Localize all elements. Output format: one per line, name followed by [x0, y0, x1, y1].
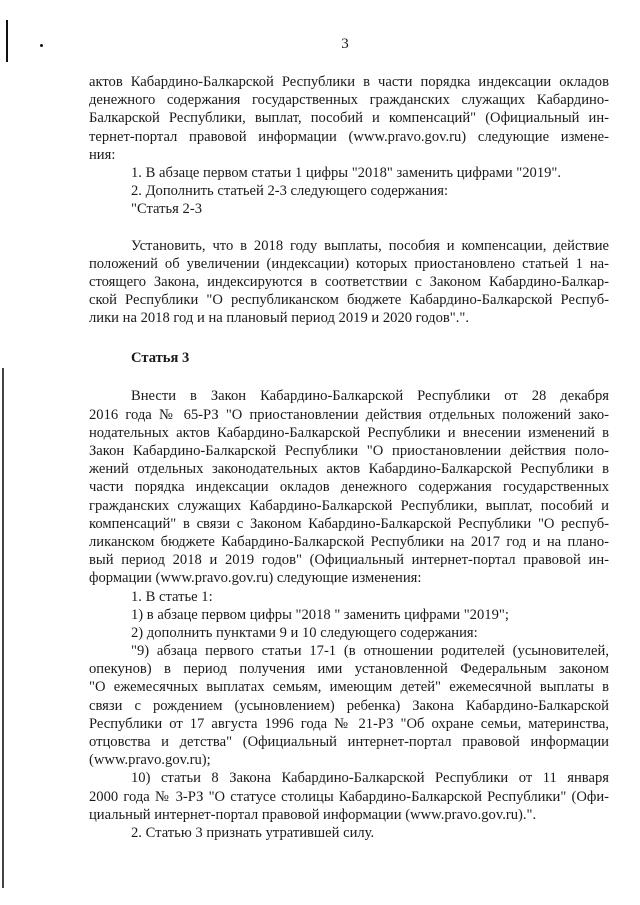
article-3-heading: Статья 3: [131, 350, 190, 367]
text-line: Установить, что в 2018 году выплаты, пособия и компенсации, действие: [131, 237, 609, 254]
text-line: Внести в Закон Кабардино-Балкарской Республики от 28 декабря: [131, 388, 609, 405]
article-3-intro: [89, 387, 609, 587]
text-line: 2000 года № 3-РЗ "О статусе столицы Кабардино-Балкарской Республики" (Офи-: [89, 788, 609, 805]
text-line: тернет-портал правовой информации (www.pravo.gov.ru) следующие измене-: [89, 128, 609, 145]
spacer: [89, 219, 609, 237]
scan-edge-mark-bottom: [2, 368, 4, 888]
list-item: 1. В абзаце первом статьи 1 цифры "2018" заменить цифрами "2019".: [131, 164, 562, 181]
text-line: ской Республики "О республиканском бюджете Кабардино-Балкарской Респуб-: [89, 292, 609, 309]
text-line: вый период 2018 и 2019 годов" (Официальный интернет-портал правовой ин-: [89, 552, 609, 569]
text-line: компенсаций" в связи с Законом Кабардино-Балкарской Республики "О респуб-: [89, 515, 609, 532]
text-line: связи с рождением (усыновлением) ребенка) Закона Кабардино-Балкарской: [89, 697, 609, 714]
text-line: формации (www.pravo.gov.ru) следующие изменения:: [89, 570, 422, 587]
text-line: части порядка индексации окладов денежного содержания государственных: [89, 479, 609, 496]
text-line: денежного содержания государственных гражданских служащих Кабардино-: [89, 92, 609, 109]
list-item: 1. В статье 1:: [131, 588, 213, 605]
page-number: 3: [341, 36, 349, 52]
point-9-paragraph: [89, 642, 609, 769]
list-item: 2) дополнить пунктами 9 и 10 следующего содержания:: [131, 624, 478, 641]
list-item: 2. Статью 3 признать утратившей силу.: [131, 824, 375, 841]
text-line: актов Кабардино-Балкарской Республики в части порядка индексации окладов: [89, 74, 609, 90]
text-line: гражданских служащих Кабардино-Балкарской Республики, выплат, пособий и: [89, 497, 609, 514]
list-item: "Статья 2-3: [131, 201, 203, 218]
list-item: 1) в абзаце первом цифры "2018 " заменить цифрами "2019";: [131, 606, 509, 623]
spacer: [89, 369, 609, 387]
spacer: [89, 327, 609, 349]
text-line: отцовства и детства" (Официальный интернет-портал правовой информации: [89, 734, 609, 750]
text-line: жений отдельных законодательных актов Кабардино-Балкарской Республики в: [89, 461, 609, 478]
text-line: (www.pravo.gov.ru);: [89, 752, 211, 769]
text-line: Балкарской Республики, выплат, пособий и компенсаций" (Официальный ин-: [89, 110, 609, 127]
point-10-paragraph: [89, 769, 609, 824]
text-line: Республики от 17 августа 1996 года № 21-РЗ "Об охране семьи, материнства,: [89, 715, 609, 732]
fragment-paragraph: [89, 73, 609, 164]
text-line: нодательных актов Кабардино-Балкарской Республики и внесении изменений в: [89, 424, 609, 441]
text-line: "9) абзаца первого статьи 17-1 (в отношении родителей (усыновителей,: [131, 643, 609, 660]
text-line: положений об увеличении (индексации) которых приостановлено статьей 1 на-: [89, 255, 609, 272]
document-body: [89, 73, 609, 842]
text-line: стоящего Закона, индексируются в соответствии с Законом Кабардино-Балкар-: [89, 273, 609, 290]
text-line: ния:: [89, 146, 116, 163]
article-2-3-paragraph: [89, 237, 609, 328]
text-line: 10) статьи 8 Закона Кабардино-Балкарской Республики от 11 января: [131, 770, 609, 787]
text-line: циальный интернет-портал правовой информации (www.pravo.gov.ru).".: [89, 806, 537, 823]
text-line: лики на 2018 год и на плановый период 2019 и 2020 годов".".: [89, 310, 470, 327]
text-line: "О ежемесячных выплатах семьям, имеющим детей" ежемесячной выплаты в: [89, 679, 609, 696]
text-line: Закон Кабардино-Балкарской Республики "О приостановлении действия поло-: [89, 443, 609, 459]
text-line: 2016 года № 65-РЗ "О приостановлении действия отдельных положений зако-: [89, 406, 609, 423]
text-line: ликанском бюджете Кабардино-Балкарской Республики на 2017 год и на плано-: [89, 533, 609, 550]
text-line: опекунов) в период получения ими установленной Федеральным законом: [89, 661, 609, 678]
list-item: 2. Дополнить статьей 2-3 следующего содержания:: [131, 183, 449, 200]
